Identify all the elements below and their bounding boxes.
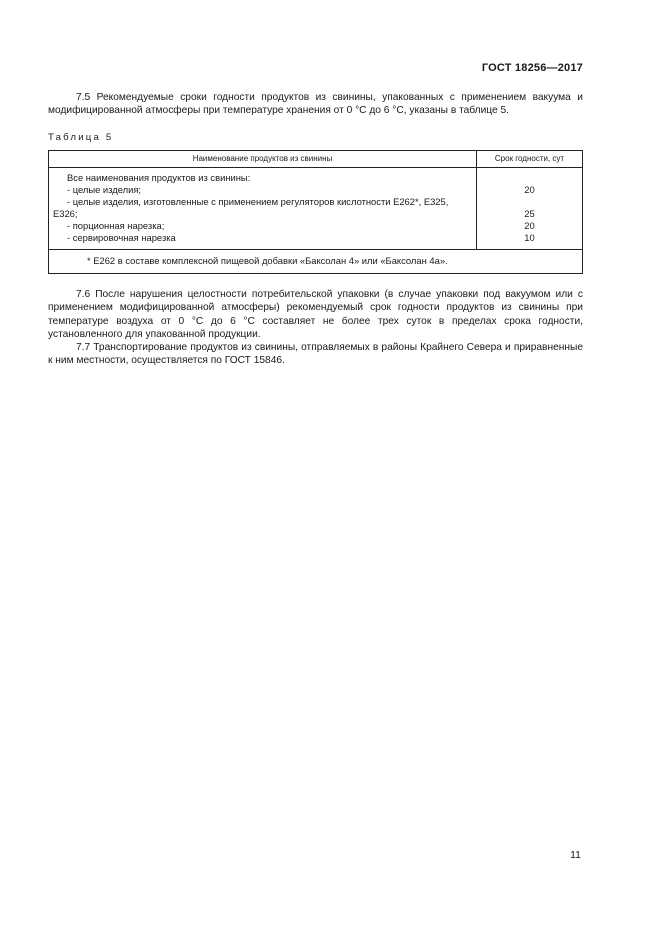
table-footnote: * Е262 в составе комплексной пищевой добавки «Бакcолан 4» или «Баксолан 4а». bbox=[49, 250, 583, 274]
table-row-name: - сервировочная нарезка bbox=[67, 232, 176, 244]
table-row-name: Е326; bbox=[53, 207, 78, 219]
table-row-life: 20 bbox=[524, 219, 535, 231]
table-row-name: Все наименования продуктов из свинины: bbox=[67, 171, 251, 183]
table-row-life bbox=[481, 172, 578, 184]
table-footnote-row bbox=[49, 250, 583, 274]
shelf-life-table bbox=[48, 150, 583, 275]
table-row-life: 20 bbox=[524, 183, 535, 195]
table-header-row bbox=[49, 150, 583, 167]
column-header-shelf-life: Срок годности, сут bbox=[477, 150, 583, 167]
document-code: ГОСТ 18256—2017 bbox=[481, 62, 583, 74]
page-number: 11 bbox=[570, 849, 581, 861]
column-header-name: Наименование продуктов из свинины bbox=[49, 150, 477, 167]
table-row-name: - целые изделия; bbox=[67, 183, 142, 195]
page-content bbox=[48, 91, 583, 367]
table-caption: Таблица 5 bbox=[48, 132, 114, 144]
paragraph-7-7: 7.7 Транспортирование продуктов из свинины, отправляемых в районы Крайнего Севера и приравненные к ним местности, осуществляется по ГОСТ 15846. bbox=[48, 342, 583, 367]
table-row-life bbox=[481, 196, 578, 208]
table-body-row bbox=[49, 167, 583, 250]
table-row-name: - целые изделия, изготовленные с применением регуляторов кислотности Е262*, Е325, bbox=[67, 195, 449, 207]
paragraph-7-5: 7.5 Рекомендуемые сроки годности продуктов из свинины, упакованных с применением вакуума и модифицированной атмосферы при температуре хранения от 0 °С до 6 °С, указаны в таблице 5. bbox=[48, 92, 583, 117]
table-row-name: - порционная нарезка; bbox=[67, 219, 165, 231]
table-row-life: 25 bbox=[524, 207, 535, 219]
paragraph-7-6: 7.6 После нарушения целостности потребительской упаковки (в случае упаковки под вакуумом или с применением модифицированной атмосферы) рекомендуемый срок годности продуктов из свинины при температуре воздуха от 0 °С до 6 °С составляет не более трех суток в пределах срока годности, установленного для упакованной продукции. bbox=[48, 289, 583, 340]
product-names-cell bbox=[49, 167, 477, 250]
shelf-life-values-cell bbox=[477, 167, 583, 250]
table-row-life: 10 bbox=[524, 232, 535, 244]
